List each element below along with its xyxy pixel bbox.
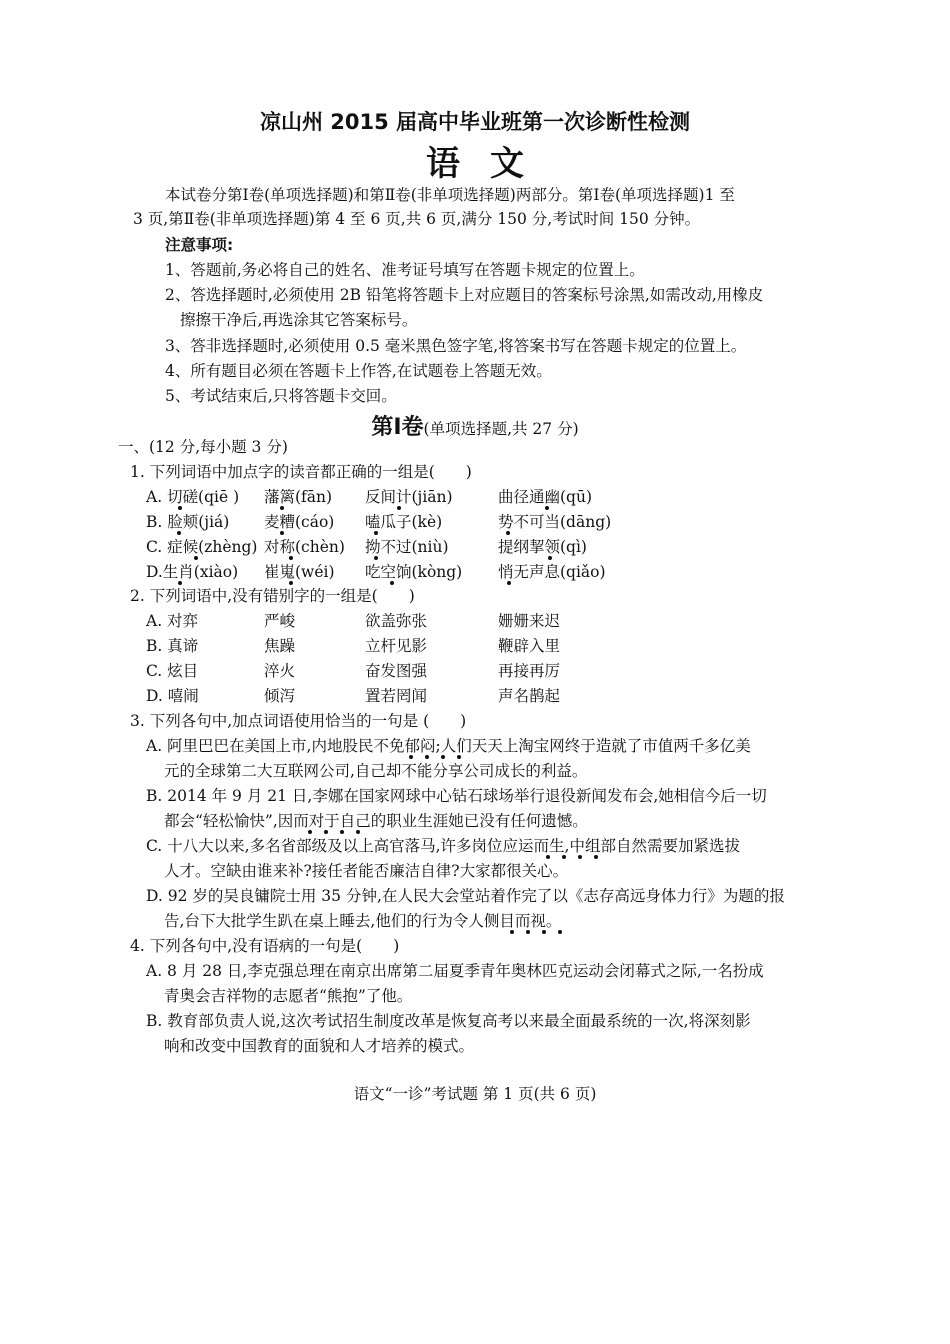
emphasis-dot — [542, 930, 546, 934]
q3-option-b-line-2: 都会“轻松愉快”,因而对于自己的职业生涯她已没有任何遗憾。 — [164, 812, 588, 830]
q1-c-1: C. 症候(zhèng) — [146, 538, 258, 556]
emphasis-dot — [356, 830, 360, 834]
emphasis-dot — [506, 531, 510, 535]
note-5: 5、考试结束后,只将答题卡交回。 — [165, 387, 397, 405]
emphasis-dot — [578, 855, 582, 859]
q3-option-a-line-2: 元的全球第二大互联网公司,自己却不能分享公司成长的利益。 — [164, 762, 588, 780]
note-2: 2、答选择题时,必须使用 2B 铅笔将答题卡上对应题目的答案标号涂黑,如需改动,用橡皮 — [165, 286, 764, 304]
q3-option-d-line-2: 告,台下大批学生趴在桌上睡去,他们的行为令人侧目而视。 — [164, 912, 562, 930]
q3-option-d-line-1: D. 92 岁的吴良镛院士用 35 分钟,在人民大会堂站着作完了以《志存高远身体力行》为题的报 — [146, 887, 785, 905]
q2-a-1: A. 对弈 — [146, 612, 199, 630]
emphasis-dot — [526, 930, 530, 934]
notes-title: 注意事项: — [165, 236, 234, 254]
q2-a-3: 欲盖弥张 — [365, 612, 428, 630]
q1-a-3: 反间计(jiān) — [365, 488, 453, 506]
emphasis-dot — [409, 755, 413, 759]
emphasis-dot — [324, 830, 328, 834]
q4-option-b-line-1: B. 教育部负责人说,这次考试招生制度改革是恢复高考以来最全面最系统的一次,将深刻影 — [146, 1012, 751, 1030]
emphasis-dot — [374, 531, 378, 535]
emphasis-dot — [441, 755, 445, 759]
emphasis-dot — [289, 556, 293, 560]
emphasis-dot — [177, 531, 181, 535]
emphasis-dot — [594, 855, 598, 859]
q4-stem: 4. 下列各句中,没有语病的一句是( ) — [130, 937, 400, 955]
emphasis-dot — [397, 506, 401, 510]
exam-title: 凉山州 2015 届高中毕业班第一次诊断性检测 — [259, 110, 691, 134]
q1-b-1: B. 脸颊(jiá) — [146, 513, 230, 531]
emphasis-dot — [340, 830, 344, 834]
q1-c-4: 提纲挈领(qì) — [498, 538, 587, 556]
q3-option-c-line-2: 人才。空缺由谁来补?接任者能否廉洁自律?大家都很关心。 — [164, 862, 569, 880]
emphasis-dot — [546, 855, 550, 859]
note-3: 3、答非选择题时,必须使用 0.5 毫米黑色签字笔,将答案书写在答题卡规定的位置上。 — [165, 337, 747, 355]
q1-d-4: 悄无声息(qiǎo) — [498, 563, 606, 581]
note-1: 1、答题前,务必将自己的姓名、准考证号填写在答题卡规定的位置上。 — [165, 261, 645, 279]
page-footer: 语文“一诊”考试题 第 1 页(共 6 页) — [353, 1085, 597, 1103]
emphasis-dot — [280, 506, 284, 510]
q2-d-1: D. 嘻闹 — [146, 687, 199, 705]
q3-option-b-line-1: B. 2014 年 9 月 21 日,李娜在国家网球中心钻石球场举行退役新闻发布会,她相信今后一切 — [146, 787, 767, 805]
emphasis-dot — [510, 930, 514, 934]
q2-c-2: 淬火 — [264, 662, 296, 680]
q1-a-1: A. 切磋(qiē ) — [146, 488, 240, 506]
q2-c-4: 再接再厉 — [498, 662, 561, 680]
emphasis-dot — [507, 581, 511, 585]
q1-b-4: 势不可当(dāng) — [498, 513, 612, 531]
q1-b-2: 麦糟(cáo) — [264, 513, 335, 531]
q2-d-3: 置若罔闻 — [365, 687, 428, 705]
q2-a-4: 姗姗来迟 — [498, 612, 561, 630]
q2-b-3: 立杆见影 — [365, 637, 428, 655]
q2-b-1: B. 真谛 — [146, 637, 199, 655]
q1-c-3: 拗不过(niù) — [365, 538, 449, 556]
emphasis-dot — [425, 755, 429, 759]
q2-c-3: 奋发图强 — [365, 662, 428, 680]
section-1-subtitle: (单项选择题,共 27 分) — [423, 420, 579, 438]
q2-b-4: 鞭辟入里 — [498, 637, 561, 655]
q1-c-2: 对称(chèn) — [264, 538, 345, 556]
q1-d-3: 吃空饷(kòng) — [365, 563, 463, 581]
emphasis-dot — [545, 506, 549, 510]
note-4: 4、所有题目必须在答题卡上作答,在试题卷上答题无效。 — [165, 362, 552, 380]
intro-line-1: 本试卷分第Ⅰ卷(单项选择题)和第Ⅱ卷(非单项选择题)两部分。第Ⅰ卷(单项选择题)1 至 — [165, 186, 735, 204]
q1-stem: 1. 下列词语中加点字的读音都正确的一组是( ) — [130, 463, 472, 481]
q1-b-3: 嗑瓜子(kè) — [365, 513, 443, 531]
note-2-cont: 擦擦干净后,再选涂其它答案标号。 — [180, 311, 418, 329]
emphasis-dot — [562, 855, 566, 859]
q1-d-2: 崔嵬(wéi) — [264, 563, 335, 581]
q2-d-4: 声名鹊起 — [498, 687, 561, 705]
q4-option-a-line-1: A. 8 月 28 日,李克强总理在南京出席第二届夏季青年奥林匹克运动会闭幕式之际,一名扮成 — [146, 962, 764, 980]
emphasis-dot — [558, 930, 562, 934]
q2-b-2: 焦躁 — [264, 637, 296, 655]
subject-title: 语文 — [426, 144, 554, 184]
q1-a-2: 藩篱(fān) — [264, 488, 333, 506]
emphasis-dot — [194, 556, 198, 560]
q1-a-4: 曲径通幽(qū) — [498, 488, 592, 506]
q2-c-1: C. 炫目 — [146, 662, 199, 680]
q3-option-c-line-1: C. 十八大以来,多名省部级及以上高官落马,许多岗位应运而生,中组部自然需要加紧选拔 — [146, 837, 740, 855]
section-1-title: 第Ⅰ卷 — [371, 415, 424, 440]
intro-line-2: 3 页,第Ⅱ卷(非单项选择题)第 4 至 6 页,共 6 页,满分 150 分,考试时间 150 分钟。 — [133, 210, 701, 228]
emphasis-dot — [374, 556, 378, 560]
q2-d-2: 倾泻 — [264, 687, 296, 705]
q1-d-1: D.生肖(xiào) — [146, 563, 239, 581]
q3-option-a-line-1: A. 阿里巴巴在美国上市,内地股民不免郁闷;人们天天上淘宝网终于造就了市值两千多亿美 — [146, 737, 751, 755]
q4-option-a-line-2: 青奥会吉祥物的志愿者“熊抱”了他。 — [164, 987, 413, 1005]
emphasis-dot — [308, 830, 312, 834]
emphasis-dot — [178, 506, 182, 510]
part-1-heading: 一、(12 分,每小题 3 分) — [118, 438, 288, 456]
q2-stem: 2. 下列词语中,没有错别字的一组是( ) — [130, 587, 415, 605]
q4-option-b-line-2: 响和改变中国教育的面貌和人才培养的模式。 — [164, 1037, 475, 1055]
emphasis-dot — [280, 531, 284, 535]
emphasis-dot — [457, 755, 461, 759]
emphasis-dot — [548, 556, 552, 560]
q3-stem: 3. 下列各句中,加点词语使用恰当的一句是 ( ) — [130, 712, 467, 730]
q2-a-2: 严峻 — [264, 612, 296, 630]
